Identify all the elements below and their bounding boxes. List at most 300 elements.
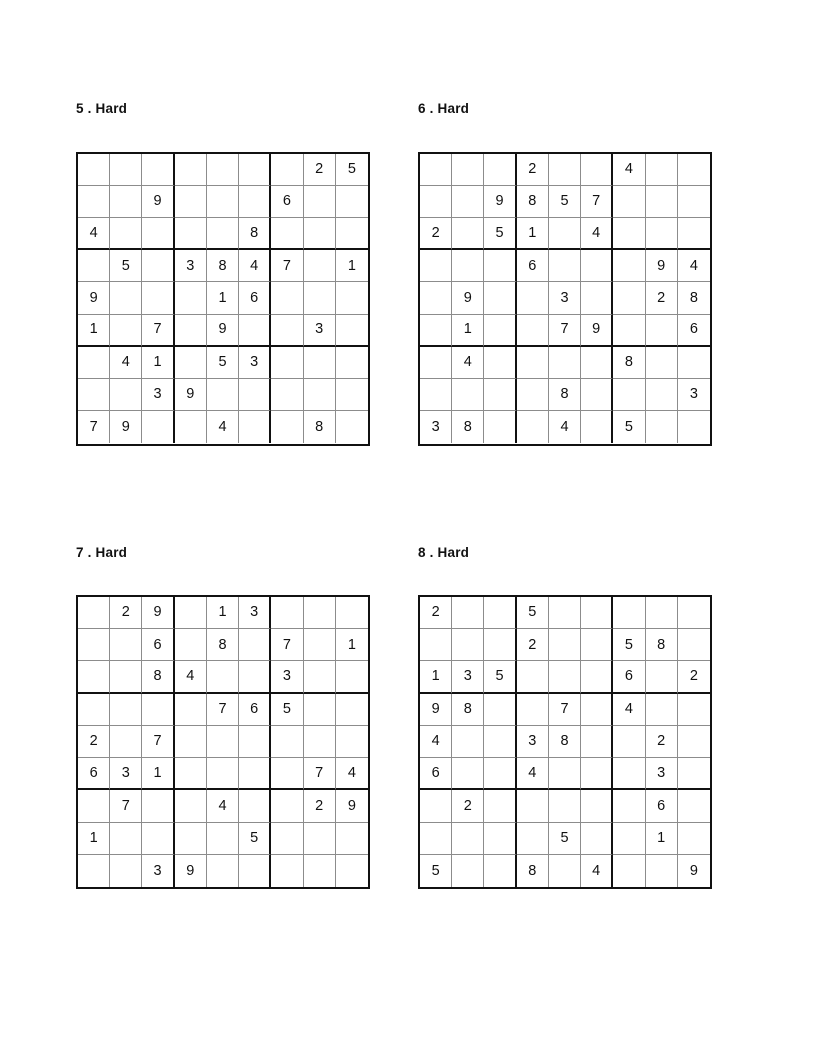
sudoku-cell-r5c4[interactable] (175, 282, 207, 314)
sudoku-cell-r8c4[interactable] (517, 823, 549, 855)
sudoku-cell-r2c6[interactable] (239, 186, 271, 218)
sudoku-cell-r1c8[interactable] (646, 154, 678, 186)
sudoku-cell-r2c9[interactable] (678, 629, 710, 661)
sudoku-cell-r5c1[interactable] (420, 282, 452, 314)
sudoku-cell-r7c3[interactable]: 1 (142, 347, 174, 379)
sudoku-cell-r9c9[interactable] (336, 855, 368, 887)
sudoku-cell-r2c2[interactable] (110, 629, 142, 661)
sudoku-cell-r6c4[interactable]: 4 (517, 758, 549, 790)
sudoku-cell-r1c3[interactable] (484, 597, 516, 629)
sudoku-cell-r1c7[interactable]: 4 (613, 154, 645, 186)
sudoku-cell-r5c1[interactable]: 9 (78, 282, 110, 314)
sudoku-cell-r3c1[interactable] (78, 661, 110, 693)
sudoku-cell-r6c9[interactable] (678, 758, 710, 790)
sudoku-cell-r1c1[interactable]: 2 (420, 597, 452, 629)
sudoku-cell-r2c7[interactable] (613, 186, 645, 218)
sudoku-cell-r3c9[interactable] (336, 218, 368, 250)
sudoku-cell-r8c2[interactable] (110, 823, 142, 855)
sudoku-cell-r1c9[interactable] (336, 597, 368, 629)
sudoku-cell-r1c9[interactable] (678, 597, 710, 629)
sudoku-cell-r3c3[interactable]: 5 (484, 218, 516, 250)
sudoku-cell-r2c8[interactable]: 8 (646, 629, 678, 661)
sudoku-cell-r9c1[interactable]: 7 (78, 411, 110, 443)
sudoku-cell-r9c5[interactable]: 4 (549, 411, 581, 443)
sudoku-cell-r4c5[interactable] (549, 250, 581, 282)
sudoku-cell-r7c4[interactable] (175, 347, 207, 379)
sudoku-cell-r9c6[interactable] (239, 855, 271, 887)
sudoku-cell-r4c7[interactable]: 5 (271, 694, 303, 726)
sudoku-cell-r3c4[interactable] (517, 661, 549, 693)
sudoku-cell-r4c7[interactable]: 4 (613, 694, 645, 726)
sudoku-cell-r4c9[interactable] (678, 694, 710, 726)
sudoku-cell-r4c9[interactable]: 4 (678, 250, 710, 282)
sudoku-cell-r2c4[interactable] (175, 186, 207, 218)
sudoku-cell-r5c6[interactable]: 6 (239, 282, 271, 314)
sudoku-board[interactable] (418, 595, 712, 889)
sudoku-cell-r6c8[interactable]: 3 (646, 758, 678, 790)
sudoku-cell-r9c7[interactable] (271, 411, 303, 443)
sudoku-cell-r1c6[interactable]: 3 (239, 597, 271, 629)
sudoku-cell-r8c8[interactable] (304, 823, 336, 855)
sudoku-cell-r2c1[interactable] (420, 186, 452, 218)
sudoku-cell-r4c2[interactable] (110, 694, 142, 726)
sudoku-cell-r7c5[interactable]: 5 (207, 347, 239, 379)
sudoku-cell-r3c5[interactable] (207, 661, 239, 693)
sudoku-cell-r8c6[interactable] (239, 379, 271, 411)
sudoku-cell-r1c6[interactable] (581, 154, 613, 186)
sudoku-board[interactable] (76, 595, 370, 889)
sudoku-cell-r6c4[interactable] (517, 315, 549, 347)
sudoku-cell-r5c8[interactable]: 2 (646, 282, 678, 314)
sudoku-cell-r7c5[interactable] (549, 790, 581, 822)
sudoku-cell-r9c5[interactable] (549, 855, 581, 887)
sudoku-cell-r8c7[interactable] (271, 379, 303, 411)
sudoku-cell-r8c6[interactable]: 5 (239, 823, 271, 855)
sudoku-cell-r5c9[interactable] (336, 726, 368, 758)
sudoku-cell-r7c7[interactable] (271, 347, 303, 379)
sudoku-cell-r3c1[interactable]: 1 (420, 661, 452, 693)
sudoku-cell-r3c8[interactable] (304, 661, 336, 693)
sudoku-cell-r2c1[interactable] (78, 629, 110, 661)
sudoku-cell-r1c8[interactable] (304, 597, 336, 629)
sudoku-cell-r4c3[interactable] (484, 250, 516, 282)
sudoku-cell-r6c5[interactable]: 7 (549, 315, 581, 347)
sudoku-cell-r6c5[interactable]: 9 (207, 315, 239, 347)
sudoku-cell-r6c1[interactable]: 1 (78, 315, 110, 347)
sudoku-cell-r8c1[interactable] (78, 379, 110, 411)
sudoku-cell-r4c6[interactable] (581, 250, 613, 282)
sudoku-cell-r6c2[interactable]: 1 (452, 315, 484, 347)
sudoku-cell-r8c7[interactable] (271, 823, 303, 855)
sudoku-cell-r9c5[interactable]: 4 (207, 411, 239, 443)
sudoku-cell-r2c1[interactable] (78, 186, 110, 218)
sudoku-cell-r1c5[interactable] (549, 154, 581, 186)
sudoku-cell-r8c3[interactable] (484, 379, 516, 411)
sudoku-cell-r6c9[interactable]: 6 (678, 315, 710, 347)
sudoku-cell-r8c6[interactable] (581, 379, 613, 411)
sudoku-cell-r1c7[interactable] (271, 154, 303, 186)
sudoku-cell-r3c7[interactable] (271, 218, 303, 250)
sudoku-cell-r5c8[interactable] (304, 282, 336, 314)
sudoku-cell-r2c1[interactable] (420, 629, 452, 661)
sudoku-cell-r4c3[interactable] (142, 250, 174, 282)
sudoku-cell-r4c5[interactable]: 7 (549, 694, 581, 726)
sudoku-cell-r3c3[interactable]: 5 (484, 661, 516, 693)
sudoku-cell-r2c4[interactable]: 2 (517, 629, 549, 661)
sudoku-cell-r6c3[interactable] (484, 758, 516, 790)
sudoku-cell-r7c8[interactable]: 6 (646, 790, 678, 822)
sudoku-cell-r4c1[interactable] (78, 250, 110, 282)
sudoku-cell-r9c7[interactable]: 5 (613, 411, 645, 443)
sudoku-cell-r5c8[interactable]: 2 (646, 726, 678, 758)
sudoku-cell-r3c4[interactable] (175, 218, 207, 250)
sudoku-cell-r5c4[interactable] (175, 726, 207, 758)
sudoku-cell-r3c2[interactable] (452, 218, 484, 250)
sudoku-cell-r9c2[interactable]: 9 (110, 411, 142, 443)
sudoku-cell-r3c3[interactable]: 8 (142, 661, 174, 693)
sudoku-cell-r6c9[interactable] (336, 315, 368, 347)
sudoku-cell-r1c4[interactable]: 2 (517, 154, 549, 186)
sudoku-cell-r9c6[interactable] (239, 411, 271, 443)
sudoku-cell-r9c6[interactable]: 4 (581, 855, 613, 887)
sudoku-cell-r1c3[interactable] (484, 154, 516, 186)
sudoku-cell-r1c1[interactable] (78, 597, 110, 629)
sudoku-cell-r3c7[interactable]: 3 (271, 661, 303, 693)
sudoku-cell-r2c8[interactable] (304, 186, 336, 218)
sudoku-cell-r3c2[interactable] (110, 661, 142, 693)
sudoku-cell-r8c5[interactable]: 8 (549, 379, 581, 411)
sudoku-cell-r4c7[interactable] (613, 250, 645, 282)
sudoku-cell-r6c5[interactable] (549, 758, 581, 790)
sudoku-cell-r9c4[interactable] (517, 411, 549, 443)
sudoku-cell-r7c4[interactable] (175, 790, 207, 822)
sudoku-board[interactable] (418, 152, 712, 446)
sudoku-cell-r4c3[interactable] (484, 694, 516, 726)
sudoku-cell-r3c4[interactable]: 4 (175, 661, 207, 693)
sudoku-cell-r3c9[interactable]: 2 (678, 661, 710, 693)
sudoku-cell-r7c5[interactable] (549, 347, 581, 379)
sudoku-cell-r6c9[interactable]: 4 (336, 758, 368, 790)
sudoku-cell-r3c9[interactable] (678, 218, 710, 250)
sudoku-cell-r5c6[interactable] (239, 726, 271, 758)
sudoku-cell-r4c1[interactable] (420, 250, 452, 282)
sudoku-cell-r2c3[interactable]: 9 (484, 186, 516, 218)
sudoku-cell-r9c1[interactable]: 5 (420, 855, 452, 887)
sudoku-cell-r6c1[interactable]: 6 (420, 758, 452, 790)
sudoku-cell-r3c1[interactable]: 2 (420, 218, 452, 250)
sudoku-cell-r9c8[interactable] (646, 411, 678, 443)
sudoku-cell-r6c8[interactable] (646, 315, 678, 347)
sudoku-cell-r8c4[interactable]: 9 (175, 379, 207, 411)
sudoku-cell-r2c9[interactable]: 1 (336, 629, 368, 661)
sudoku-cell-r1c9[interactable] (678, 154, 710, 186)
sudoku-cell-r2c5[interactable] (207, 186, 239, 218)
sudoku-cell-r8c5[interactable] (207, 823, 239, 855)
sudoku-cell-r2c4[interactable]: 8 (517, 186, 549, 218)
sudoku-cell-r7c3[interactable] (484, 347, 516, 379)
sudoku-cell-r6c6[interactable] (581, 758, 613, 790)
sudoku-cell-r4c1[interactable]: 9 (420, 694, 452, 726)
sudoku-cell-r4c9[interactable] (336, 694, 368, 726)
sudoku-cell-r6c8[interactable]: 7 (304, 758, 336, 790)
sudoku-cell-r3c8[interactable] (304, 218, 336, 250)
sudoku-cell-r3c5[interactable] (549, 218, 581, 250)
sudoku-cell-r6c2[interactable] (110, 315, 142, 347)
sudoku-cell-r5c5[interactable] (207, 726, 239, 758)
sudoku-cell-r2c6[interactable]: 7 (581, 186, 613, 218)
sudoku-cell-r4c5[interactable]: 7 (207, 694, 239, 726)
sudoku-cell-r7c2[interactable]: 2 (452, 790, 484, 822)
sudoku-cell-r1c5[interactable]: 1 (207, 597, 239, 629)
sudoku-cell-r4c1[interactable] (78, 694, 110, 726)
sudoku-board[interactable] (76, 152, 370, 446)
sudoku-cell-r2c9[interactable] (678, 186, 710, 218)
sudoku-cell-r2c3[interactable]: 6 (142, 629, 174, 661)
sudoku-cell-r7c5[interactable]: 4 (207, 790, 239, 822)
sudoku-cell-r7c8[interactable]: 2 (304, 790, 336, 822)
sudoku-cell-r1c4[interactable] (175, 597, 207, 629)
sudoku-cell-r7c9[interactable] (336, 347, 368, 379)
sudoku-cell-r1c9[interactable]: 5 (336, 154, 368, 186)
sudoku-cell-r3c4[interactable]: 1 (517, 218, 549, 250)
sudoku-cell-r3c6[interactable]: 8 (239, 218, 271, 250)
sudoku-cell-r8c5[interactable] (207, 379, 239, 411)
sudoku-cell-r2c7[interactable]: 7 (271, 629, 303, 661)
sudoku-cell-r3c6[interactable] (239, 661, 271, 693)
sudoku-cell-r9c4[interactable] (175, 411, 207, 443)
sudoku-cell-r1c2[interactable] (452, 597, 484, 629)
sudoku-cell-r7c7[interactable] (271, 790, 303, 822)
sudoku-cell-r9c3[interactable] (484, 411, 516, 443)
sudoku-cell-r5c8[interactable] (304, 726, 336, 758)
sudoku-cell-r2c5[interactable]: 5 (549, 186, 581, 218)
sudoku-cell-r7c8[interactable] (646, 347, 678, 379)
sudoku-cell-r1c1[interactable] (420, 154, 452, 186)
sudoku-cell-r4c6[interactable]: 4 (239, 250, 271, 282)
sudoku-cell-r4c5[interactable]: 8 (207, 250, 239, 282)
sudoku-cell-r8c5[interactable]: 5 (549, 823, 581, 855)
sudoku-cell-r8c2[interactable] (452, 823, 484, 855)
sudoku-cell-r2c4[interactable] (175, 629, 207, 661)
sudoku-cell-r6c4[interactable] (175, 315, 207, 347)
sudoku-cell-r5c9[interactable]: 8 (678, 282, 710, 314)
sudoku-cell-r6c6[interactable]: 9 (581, 315, 613, 347)
sudoku-cell-r8c9[interactable] (336, 823, 368, 855)
sudoku-cell-r5c3[interactable] (484, 726, 516, 758)
sudoku-cell-r9c1[interactable] (78, 855, 110, 887)
sudoku-cell-r3c6[interactable] (581, 661, 613, 693)
sudoku-cell-r3c2[interactable]: 3 (452, 661, 484, 693)
sudoku-cell-r5c2[interactable] (110, 726, 142, 758)
sudoku-cell-r1c2[interactable] (110, 154, 142, 186)
sudoku-cell-r9c3[interactable]: 3 (142, 855, 174, 887)
sudoku-cell-r4c9[interactable]: 1 (336, 250, 368, 282)
sudoku-cell-r8c3[interactable] (484, 823, 516, 855)
sudoku-cell-r1c2[interactable]: 2 (110, 597, 142, 629)
sudoku-cell-r7c6[interactable] (581, 790, 613, 822)
sudoku-cell-r1c3[interactable]: 9 (142, 597, 174, 629)
sudoku-cell-r5c7[interactable] (271, 726, 303, 758)
sudoku-cell-r5c3[interactable]: 7 (142, 726, 174, 758)
sudoku-cell-r5c7[interactable] (271, 282, 303, 314)
sudoku-cell-r8c1[interactable] (420, 823, 452, 855)
sudoku-cell-r4c8[interactable] (304, 250, 336, 282)
sudoku-cell-r6c1[interactable] (420, 315, 452, 347)
sudoku-cell-r3c9[interactable] (336, 661, 368, 693)
sudoku-cell-r7c1[interactable] (420, 790, 452, 822)
sudoku-cell-r2c8[interactable] (304, 629, 336, 661)
sudoku-cell-r2c3[interactable]: 9 (142, 186, 174, 218)
sudoku-cell-r3c8[interactable] (646, 218, 678, 250)
sudoku-cell-r7c6[interactable]: 3 (239, 347, 271, 379)
sudoku-cell-r1c8[interactable] (646, 597, 678, 629)
sudoku-cell-r6c5[interactable] (207, 758, 239, 790)
sudoku-cell-r4c4[interactable]: 6 (517, 250, 549, 282)
sudoku-cell-r1c7[interactable] (271, 597, 303, 629)
sudoku-cell-r7c6[interactable] (239, 790, 271, 822)
sudoku-cell-r6c4[interactable] (175, 758, 207, 790)
sudoku-cell-r3c8[interactable] (646, 661, 678, 693)
sudoku-cell-r7c4[interactable] (517, 790, 549, 822)
sudoku-cell-r2c3[interactable] (484, 629, 516, 661)
sudoku-cell-r5c9[interactable] (336, 282, 368, 314)
sudoku-cell-r3c7[interactable] (613, 218, 645, 250)
sudoku-cell-r2c2[interactable] (452, 186, 484, 218)
sudoku-cell-r9c3[interactable] (484, 855, 516, 887)
sudoku-cell-r9c9[interactable] (678, 411, 710, 443)
sudoku-cell-r3c2[interactable] (110, 218, 142, 250)
sudoku-cell-r4c8[interactable] (646, 694, 678, 726)
sudoku-cell-r8c3[interactable]: 3 (142, 379, 174, 411)
sudoku-cell-r6c7[interactable] (613, 315, 645, 347)
sudoku-cell-r6c7[interactable] (271, 315, 303, 347)
sudoku-cell-r5c6[interactable] (581, 282, 613, 314)
sudoku-cell-r9c2[interactable] (110, 855, 142, 887)
sudoku-cell-r7c9[interactable] (678, 347, 710, 379)
sudoku-cell-r1c5[interactable] (207, 154, 239, 186)
sudoku-cell-r4c6[interactable] (581, 694, 613, 726)
sudoku-cell-r5c2[interactable] (110, 282, 142, 314)
sudoku-cell-r5c2[interactable]: 9 (452, 282, 484, 314)
sudoku-cell-r4c2[interactable]: 8 (452, 694, 484, 726)
sudoku-cell-r7c1[interactable] (78, 347, 110, 379)
sudoku-cell-r4c2[interactable]: 5 (110, 250, 142, 282)
sudoku-cell-r8c9[interactable]: 3 (678, 379, 710, 411)
sudoku-cell-r7c7[interactable]: 8 (613, 347, 645, 379)
sudoku-cell-r8c2[interactable] (452, 379, 484, 411)
sudoku-cell-r9c8[interactable] (304, 855, 336, 887)
sudoku-cell-r6c3[interactable] (484, 315, 516, 347)
sudoku-cell-r6c3[interactable]: 1 (142, 758, 174, 790)
sudoku-cell-r4c4[interactable]: 3 (175, 250, 207, 282)
sudoku-cell-r5c6[interactable] (581, 726, 613, 758)
sudoku-cell-r8c7[interactable] (613, 823, 645, 855)
sudoku-cell-r5c3[interactable] (142, 282, 174, 314)
sudoku-cell-r5c2[interactable] (452, 726, 484, 758)
sudoku-cell-r5c9[interactable] (678, 726, 710, 758)
sudoku-cell-r2c7[interactable]: 5 (613, 629, 645, 661)
sudoku-cell-r9c8[interactable]: 8 (304, 411, 336, 443)
sudoku-cell-r2c6[interactable] (581, 629, 613, 661)
sudoku-cell-r9c2[interactable]: 8 (452, 411, 484, 443)
sudoku-cell-r6c6[interactable] (239, 758, 271, 790)
sudoku-cell-r1c7[interactable] (613, 597, 645, 629)
sudoku-cell-r7c2[interactable]: 4 (452, 347, 484, 379)
sudoku-cell-r8c6[interactable] (581, 823, 613, 855)
sudoku-cell-r3c1[interactable]: 4 (78, 218, 110, 250)
sudoku-cell-r4c8[interactable]: 9 (646, 250, 678, 282)
sudoku-cell-r7c2[interactable]: 7 (110, 790, 142, 822)
sudoku-cell-r7c1[interactable] (78, 790, 110, 822)
sudoku-cell-r4c3[interactable] (142, 694, 174, 726)
sudoku-cell-r7c9[interactable] (678, 790, 710, 822)
sudoku-cell-r8c1[interactable]: 1 (78, 823, 110, 855)
sudoku-cell-r3c5[interactable] (207, 218, 239, 250)
sudoku-cell-r9c8[interactable] (646, 855, 678, 887)
sudoku-cell-r2c5[interactable]: 8 (207, 629, 239, 661)
sudoku-cell-r8c3[interactable] (142, 823, 174, 855)
sudoku-cell-r7c6[interactable] (581, 347, 613, 379)
sudoku-cell-r8c8[interactable] (304, 379, 336, 411)
sudoku-cell-r1c4[interactable]: 5 (517, 597, 549, 629)
sudoku-cell-r6c3[interactable]: 7 (142, 315, 174, 347)
sudoku-cell-r3c5[interactable] (549, 661, 581, 693)
sudoku-cell-r9c2[interactable] (452, 855, 484, 887)
sudoku-cell-r5c1[interactable]: 4 (420, 726, 452, 758)
sudoku-cell-r5c7[interactable] (613, 726, 645, 758)
sudoku-cell-r5c7[interactable] (613, 282, 645, 314)
sudoku-cell-r1c5[interactable] (549, 597, 581, 629)
sudoku-cell-r4c6[interactable]: 6 (239, 694, 271, 726)
sudoku-cell-r6c2[interactable] (452, 758, 484, 790)
sudoku-cell-r5c3[interactable] (484, 282, 516, 314)
sudoku-cell-r5c5[interactable]: 8 (549, 726, 581, 758)
sudoku-cell-r9c7[interactable] (271, 855, 303, 887)
sudoku-cell-r3c7[interactable]: 6 (613, 661, 645, 693)
sudoku-cell-r8c2[interactable] (110, 379, 142, 411)
sudoku-cell-r7c4[interactable] (517, 347, 549, 379)
sudoku-cell-r6c7[interactable] (271, 758, 303, 790)
sudoku-cell-r9c7[interactable] (613, 855, 645, 887)
sudoku-cell-r2c2[interactable] (452, 629, 484, 661)
sudoku-cell-r3c6[interactable]: 4 (581, 218, 613, 250)
sudoku-cell-r4c8[interactable] (304, 694, 336, 726)
sudoku-cell-r4c7[interactable]: 7 (271, 250, 303, 282)
sudoku-cell-r7c3[interactable] (142, 790, 174, 822)
sudoku-cell-r1c4[interactable] (175, 154, 207, 186)
sudoku-cell-r7c8[interactable] (304, 347, 336, 379)
sudoku-cell-r1c2[interactable] (452, 154, 484, 186)
sudoku-cell-r8c1[interactable] (420, 379, 452, 411)
sudoku-cell-r1c6[interactable] (239, 154, 271, 186)
sudoku-cell-r6c1[interactable]: 6 (78, 758, 110, 790)
sudoku-cell-r7c1[interactable] (420, 347, 452, 379)
sudoku-cell-r8c8[interactable] (646, 379, 678, 411)
sudoku-cell-r9c4[interactable]: 9 (175, 855, 207, 887)
sudoku-cell-r1c8[interactable]: 2 (304, 154, 336, 186)
sudoku-cell-r4c4[interactable] (175, 694, 207, 726)
sudoku-cell-r5c1[interactable]: 2 (78, 726, 110, 758)
sudoku-cell-r4c4[interactable] (517, 694, 549, 726)
sudoku-cell-r7c2[interactable]: 4 (110, 347, 142, 379)
sudoku-cell-r2c5[interactable] (549, 629, 581, 661)
sudoku-cell-r5c4[interactable]: 3 (517, 726, 549, 758)
sudoku-cell-r9c4[interactable]: 8 (517, 855, 549, 887)
sudoku-cell-r2c8[interactable] (646, 186, 678, 218)
sudoku-cell-r9c3[interactable] (142, 411, 174, 443)
sudoku-cell-r6c7[interactable] (613, 758, 645, 790)
sudoku-cell-r9c5[interactable] (207, 855, 239, 887)
